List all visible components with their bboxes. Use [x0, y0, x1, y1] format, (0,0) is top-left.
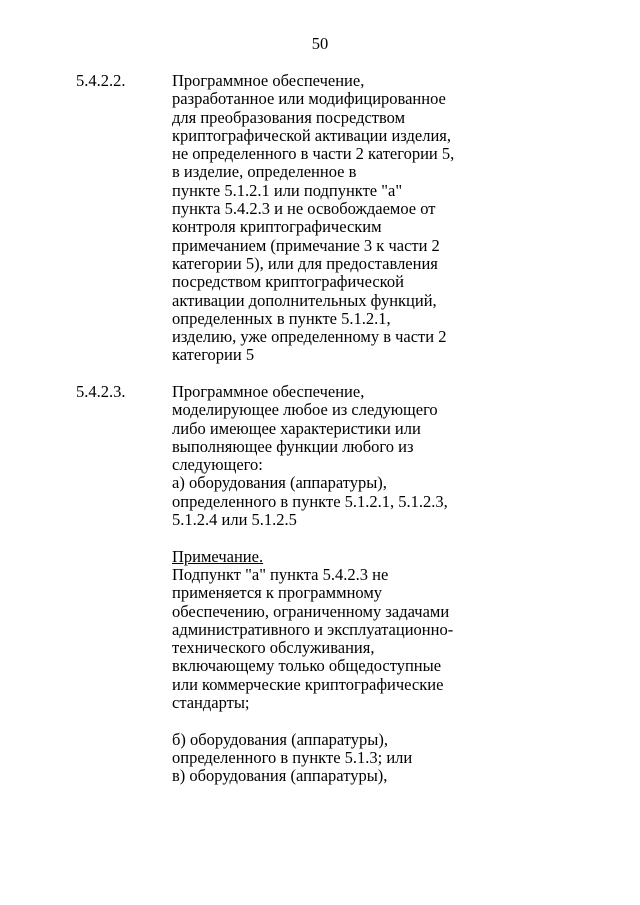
- text-line: 5.1.2.4 или 5.1.2.5: [172, 510, 297, 530]
- entry-number: 5.4.2.3.: [76, 382, 126, 401]
- note-line: стандарты;: [172, 693, 250, 713]
- text-line: пункта 5.4.2.3 и не освобождаемое от: [172, 199, 436, 219]
- text-line: в изделие, определенное в: [172, 162, 357, 182]
- text-line: либо имеющее характеристики или: [172, 418, 421, 438]
- text-line: изделию, уже определенному в части 2: [172, 327, 447, 347]
- note-title: Примечание.: [172, 546, 264, 566]
- text-line: посредством криптографической: [172, 272, 404, 292]
- text-line: выполняющее функции любого из: [172, 436, 414, 456]
- note-line: административного и эксплуатационно-: [172, 619, 454, 639]
- note-line: или коммерческие криптографические: [172, 674, 444, 694]
- text-line: для преобразования посредством: [172, 107, 406, 127]
- text-line: примечанием (примечание 3 к части 2: [172, 235, 440, 255]
- note-line: обеспечению, ограниченному задачами: [172, 601, 450, 621]
- text-line: определенного в пункте 5.1.3; или: [172, 747, 413, 767]
- text-line: определенных в пункте 5.1.2.1,: [172, 308, 391, 328]
- note-line: включающему только общедоступные: [172, 656, 442, 676]
- text-line: активации дополнительных функций,: [172, 290, 437, 310]
- text-line: криптографической активации изделия,: [172, 125, 451, 145]
- text-line: не определенного в части 2 категории 5,: [172, 144, 455, 164]
- text-line: определенного в пункте 5.1.2.1, 5.1.2.3,: [172, 491, 448, 511]
- page-number: 50: [311, 34, 329, 53]
- text-line: пункте 5.1.2.1 или подпункте "а": [172, 180, 403, 200]
- text-line: Программное обеспечение,: [172, 382, 365, 401]
- entry-number: 5.4.2.2.: [76, 71, 126, 90]
- text-line: в) оборудования (аппаратуры),: [172, 766, 388, 786]
- text-line: Программное обеспечение,: [172, 71, 365, 90]
- note-line: технического обслуживания,: [172, 638, 375, 658]
- text-line: б) оборудования (аппаратуры),: [172, 729, 388, 749]
- text-line: следующего:: [172, 455, 263, 475]
- text-line: а) оборудования (аппаратуры),: [172, 473, 387, 493]
- entry-text: [172, 72, 472, 365]
- text-line: разработанное или модифицированное: [172, 89, 446, 109]
- note-line: применяется к программному: [172, 583, 383, 603]
- text-line: категории 5), или для предоставления: [172, 253, 438, 273]
- text-line: категории 5: [172, 345, 255, 365]
- note-line: Подпункт "а" пункта 5.4.2.3 не: [172, 564, 389, 584]
- paragraph-gap: [172, 712, 472, 730]
- entry-text: [172, 383, 472, 786]
- text-line: моделирующее любое из следующего: [172, 400, 438, 420]
- paragraph-gap: [172, 529, 472, 547]
- text-line: контроля криптографическим: [172, 217, 382, 237]
